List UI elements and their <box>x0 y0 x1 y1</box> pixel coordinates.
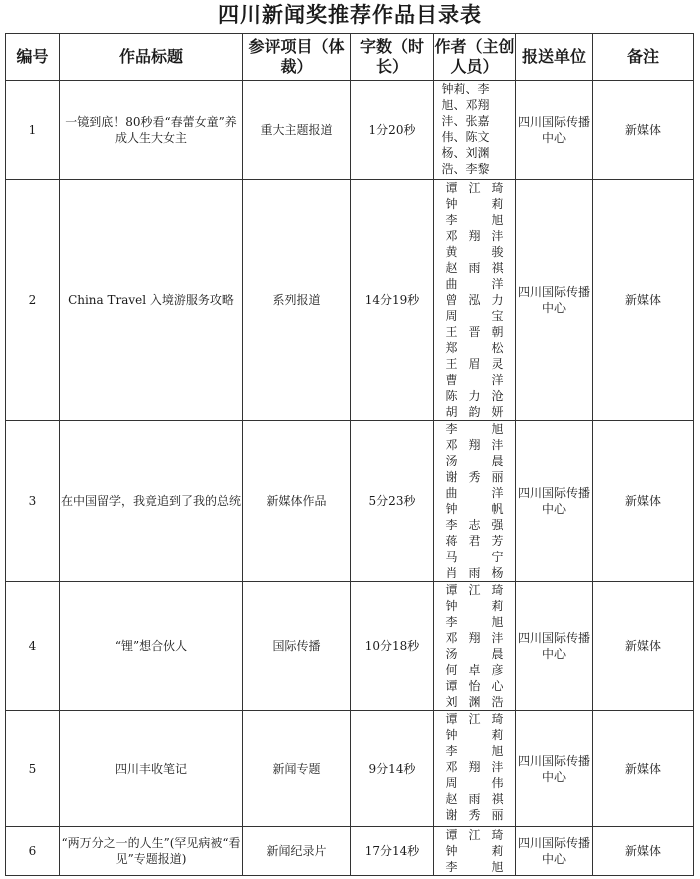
author-name: 钟莉、李旭、邓翔沣、张嘉伟、陈文杨、刘渊浩、李黎 <box>441 82 490 176</box>
row-authors <box>434 421 516 582</box>
row-unit: 四川国际传播中心 <box>516 180 593 421</box>
row-work-title: China Travel 入境游服务攻略 <box>60 180 243 421</box>
row-duration: 5分23秒 <box>351 421 434 582</box>
row-work-title: “两万分之一的人生”(罕见病被“看见”专题报道) <box>60 827 243 876</box>
table-row <box>6 582 694 711</box>
table-header-row <box>6 34 694 81</box>
author-name: 郑松 <box>445 341 504 355</box>
author-name: 邓翔沣 <box>445 631 504 645</box>
table-row <box>6 180 694 421</box>
row-number: 2 <box>6 180 60 421</box>
author-name: 赵雨祺 <box>445 261 504 275</box>
author-name: 刘渊浩 <box>445 695 504 709</box>
header-work-title: 作品标题 <box>60 34 243 81</box>
author-name: 李旭 <box>445 860 504 874</box>
author-list <box>446 827 504 875</box>
row-remarks: 新媒体 <box>593 711 694 827</box>
row-authors <box>434 582 516 711</box>
author-name: 邓翔沣 <box>445 760 504 774</box>
author-name: 汤晨 <box>445 647 504 661</box>
row-authors <box>434 81 516 180</box>
row-authors <box>434 180 516 421</box>
row-remarks: 新媒体 <box>593 827 694 876</box>
row-unit: 四川国际传播中心 <box>516 421 593 582</box>
document-title: 四川新闻奖推荐作品目录表 <box>218 2 482 27</box>
row-work-title: 在中国留学，我竟追到了我的总统 <box>60 421 243 582</box>
author-name: 王眉灵 <box>445 357 504 371</box>
row-category: 新闻纪录片 <box>243 827 351 876</box>
author-name: 曲洋 <box>445 486 504 500</box>
row-remarks: 新媒体 <box>593 81 694 180</box>
row-authors <box>434 711 516 827</box>
header-number: 编号 <box>6 34 60 81</box>
author-name: 谢秀丽 <box>445 470 504 484</box>
author-name: 赵雨祺 <box>445 792 504 806</box>
header-duration: 字数（时长） <box>351 34 434 81</box>
row-number: 1 <box>6 81 60 180</box>
row-duration: 17分14秒 <box>351 827 434 876</box>
author-name: 谢秀丽 <box>445 808 504 822</box>
author-name: 周伟 <box>445 776 504 790</box>
author-name: 钟帆 <box>445 502 504 516</box>
row-work-title: 一镜到底！80秒看“春蕾女童”养成人生大女主 <box>60 81 243 180</box>
row-remarks: 新媒体 <box>593 421 694 582</box>
row-unit: 四川国际传播中心 <box>516 827 593 876</box>
author-name: 肖雨杨 <box>445 566 504 580</box>
row-unit: 四川国际传播中心 <box>516 711 593 827</box>
author-name: 胡韵妍 <box>445 405 504 419</box>
row-work-title: 四川丰收笔记 <box>60 711 243 827</box>
table-row <box>6 81 694 180</box>
author-list <box>446 711 504 823</box>
author-name: 钟莉 <box>445 197 504 211</box>
author-name: 何卓彦 <box>445 663 504 677</box>
author-list <box>446 421 504 581</box>
author-name: 汤晨 <box>445 454 504 468</box>
author-name: 钟莉 <box>445 844 504 858</box>
author-name: 谭江琦 <box>445 181 504 195</box>
row-unit: 四川国际传播中心 <box>516 81 593 180</box>
row-work-title: “锂”想合伙人 <box>60 582 243 711</box>
author-name: 钟莉 <box>445 728 504 742</box>
author-name: 李旭 <box>445 422 504 436</box>
header-authors: 作者（主创人员） <box>434 34 516 81</box>
row-category: 新媒体作品 <box>243 421 351 582</box>
author-name: 曲洋 <box>445 277 504 291</box>
author-name: 钟莉 <box>445 599 504 613</box>
row-number: 4 <box>6 582 60 711</box>
author-name: 王晋朝 <box>445 325 504 339</box>
row-category: 国际传播 <box>243 582 351 711</box>
row-number: 3 <box>6 421 60 582</box>
row-duration: 1分20秒 <box>351 81 434 180</box>
author-name: 谭江琦 <box>445 712 504 726</box>
author-name: 谭怡心 <box>445 679 504 693</box>
author-name: 周宝 <box>445 309 504 323</box>
author-list <box>442 81 508 177</box>
author-name: 陈力沧 <box>445 389 504 403</box>
row-duration: 9分14秒 <box>351 711 434 827</box>
row-unit: 四川国际传播中心 <box>516 582 593 711</box>
author-name: 曾泓力 <box>445 293 504 307</box>
author-list <box>446 180 504 420</box>
author-name: 曹洋 <box>445 373 504 387</box>
header-category: 参评项目（体裁） <box>243 34 351 81</box>
row-category: 新闻专题 <box>243 711 351 827</box>
author-name: 李旭 <box>445 744 504 758</box>
author-name: 李志强 <box>445 518 504 532</box>
table-row <box>6 827 694 876</box>
author-name: 谭江琦 <box>445 828 504 842</box>
works-table <box>5 33 694 876</box>
row-category: 系列报道 <box>243 180 351 421</box>
author-name: 李旭 <box>445 213 504 227</box>
row-number: 5 <box>6 711 60 827</box>
author-name: 黄骏 <box>445 245 504 259</box>
row-duration: 10分18秒 <box>351 582 434 711</box>
author-list <box>446 582 504 710</box>
author-name: 马宁 <box>445 550 504 564</box>
row-authors <box>434 827 516 876</box>
row-remarks: 新媒体 <box>593 180 694 421</box>
row-remarks: 新媒体 <box>593 582 694 711</box>
author-name: 邓翔沣 <box>445 229 504 243</box>
author-name: 蒋君芳 <box>445 534 504 548</box>
header-unit: 报送单位 <box>516 34 593 81</box>
author-name: 李旭 <box>445 615 504 629</box>
row-number: 6 <box>6 827 60 876</box>
table-row <box>6 421 694 582</box>
row-category: 重大主题报道 <box>243 81 351 180</box>
author-name: 邓翔沣 <box>445 438 504 452</box>
header-remarks: 备注 <box>593 34 694 81</box>
table-row <box>6 711 694 827</box>
row-duration: 14分19秒 <box>351 180 434 421</box>
author-name: 谭江琦 <box>445 583 504 597</box>
